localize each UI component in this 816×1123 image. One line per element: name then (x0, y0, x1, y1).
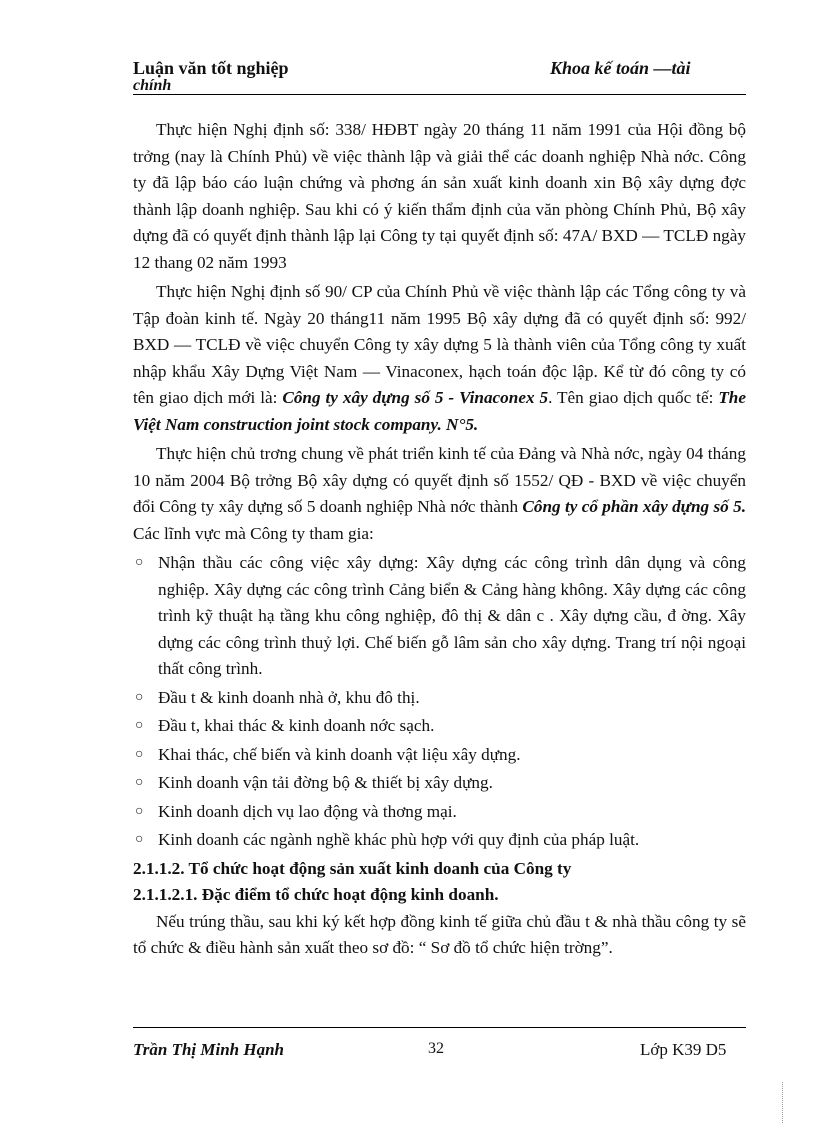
list-item-text: Kinh doanh các ngành nghề khác phù hợp với quy định của pháp luật. (158, 830, 640, 849)
paragraph-decree-338: Thực hiện Nghị định số: 338/ HĐBT ngày 20 tháng 11 năm 1991 của Hội đồng bộ trởng (nay là Chính Phủ) về việc thành lập và giải thể các doanh nghiệp Nhà nớc. Công ty đã lập báo cáo luận chứng và phơng án sản xuất kinh doanh xin Bộ xây dựng đợc thành lập doanh nghiệp. Sau khi có ý kiến thẩm định của văn phòng Chính Phủ, Bộ xây dựng đã có quyết định thành lập lại Công ty tại quyết định số: 47A/ BXD — TCLĐ ngày 12 thang 02 năm 1993 (133, 120, 746, 272)
paragraph-equitization-text-2: Các lĩnh vực mà Công ty tham gia: (133, 523, 374, 543)
bullet-circle-icon: ○ (135, 803, 144, 819)
list-item (133, 742, 746, 769)
bullet-circle-icon: ○ (135, 832, 144, 847)
bullet-circle-icon: ○ (135, 689, 144, 705)
header-faculty: Khoa kế toán —tài (550, 58, 691, 78)
footer-author: Trần Thị Minh Hạnh (133, 1040, 285, 1059)
list-item-text: Kinh doanh vận tải đờng bộ & thiết bị xây dựng. (158, 773, 493, 792)
paragraph-decree-90-text: Thực hiện Nghị định số 90/ CP của Chính Phủ về việc thành lập các Tổng công ty và Tập đoàn kinh tế. Ngày 20 tháng11 năm 1995 Bộ xây dựng đã có quyết định số: 992/ BXD — TCLĐ về việc chuyển Công ty xây dựng 5 là thành viên của Tổng công ty xuất nhập khẩu Xây Dựng Việt Nam — Vinaconex, hạch toán độc lập. Kể từ đó công ty có tên giao dịch mới là: (133, 282, 746, 407)
footer-class: Lớp K39 D5 (640, 1040, 727, 1059)
paragraph-bidding: Nếu trúng thầu, sau khi ký kết hợp đồng kinh tế giữa chủ đầu t & nhà thầu công ty sẽ tổ chức & điều hành sản xuất theo sơ đồ: “ Sơ đồ tổ chức hiện trờng”. (133, 911, 746, 957)
list-item-text: Kinh doanh dịch vụ lao động và thơng mại. (158, 801, 457, 821)
list-item-text: Nhận thầu các công việc xây dựng: Xây dựng các công trình dân dụng và công nghiệp. Xây dựng các công trình Cảng biển & Cảng hàng không. Xây dựng các công trình kỹ thuật hạ tầng khu công nghiệp, đô thị & dân c . Xây dựng cầu, đ ờng. Xây dựng các công trình thuỷ lợi. Chế biến gỗ lâm sản cho xây dựng. Trang trí nội ngoại thất công trình. (158, 553, 746, 678)
list-item (133, 770, 746, 797)
document-body (133, 117, 746, 965)
list-item-text: Đầu t, khai thác & kinh doanh nớc sạch. (158, 716, 435, 735)
bullet-circle-icon: ○ (135, 775, 144, 790)
bullet-circle-icon: ○ (135, 555, 144, 570)
footer-page-number: 32 (428, 1040, 444, 1057)
footer-divider (133, 1027, 746, 1028)
header-thesis-title-continued: chính (133, 77, 172, 94)
list-item (133, 550, 746, 683)
company-name-joint-stock: Công ty cổ phần xây dựng số 5. (522, 497, 746, 516)
list-item (133, 685, 746, 712)
company-name-vinaconex5: Công ty xây dựng số 5 - Vinaconex 5 (282, 388, 549, 407)
bullet-circle-icon: ○ (135, 718, 144, 733)
section-heading-2-1-1-2: 2.1.1.2. Tổ chức hoạt động sản xuất kinh doanh của Công ty (133, 858, 572, 878)
paragraph-equitization-text: Thực hiện chủ trơng chung về phát triển kinh tế của Đảng và Nhà nớc, ngày 04 tháng 10 năm 2004 Bộ trởng Bộ xây dựng có quyết định số 1552/ QĐ - BXD về việc chuyển đổi Công ty xây dựng số 5 doanh nghiệp Nhà nớc thành (133, 444, 746, 516)
list-item-text: Đầu t & kinh doanh nhà ở, khu đô thị. (158, 687, 420, 707)
paragraph-equitization (133, 441, 746, 547)
section-heading-2-1-1-2-1: 2.1.1.2.1. Đặc điểm tổ chức hoạt động kinh doanh. (133, 885, 499, 904)
list-item (133, 713, 746, 740)
bullet-circle-icon: ○ (135, 746, 144, 762)
list-item (133, 799, 746, 826)
list-item (133, 827, 746, 854)
paragraph-decree-90-text-2: . Tên giao dịch quốc tế: (548, 388, 719, 407)
list-item-text: Khai thác, chế biến và kinh doanh vật liệu xây dựng. (158, 744, 521, 764)
header-divider (133, 94, 746, 95)
paragraph-decree-90 (133, 279, 746, 438)
page-edge-marker (782, 1082, 783, 1123)
international-name: The Việt Nam construction joint stock company. N°5. (133, 388, 746, 434)
header-thesis-title: Luận văn tốt nghiệp (133, 58, 289, 78)
